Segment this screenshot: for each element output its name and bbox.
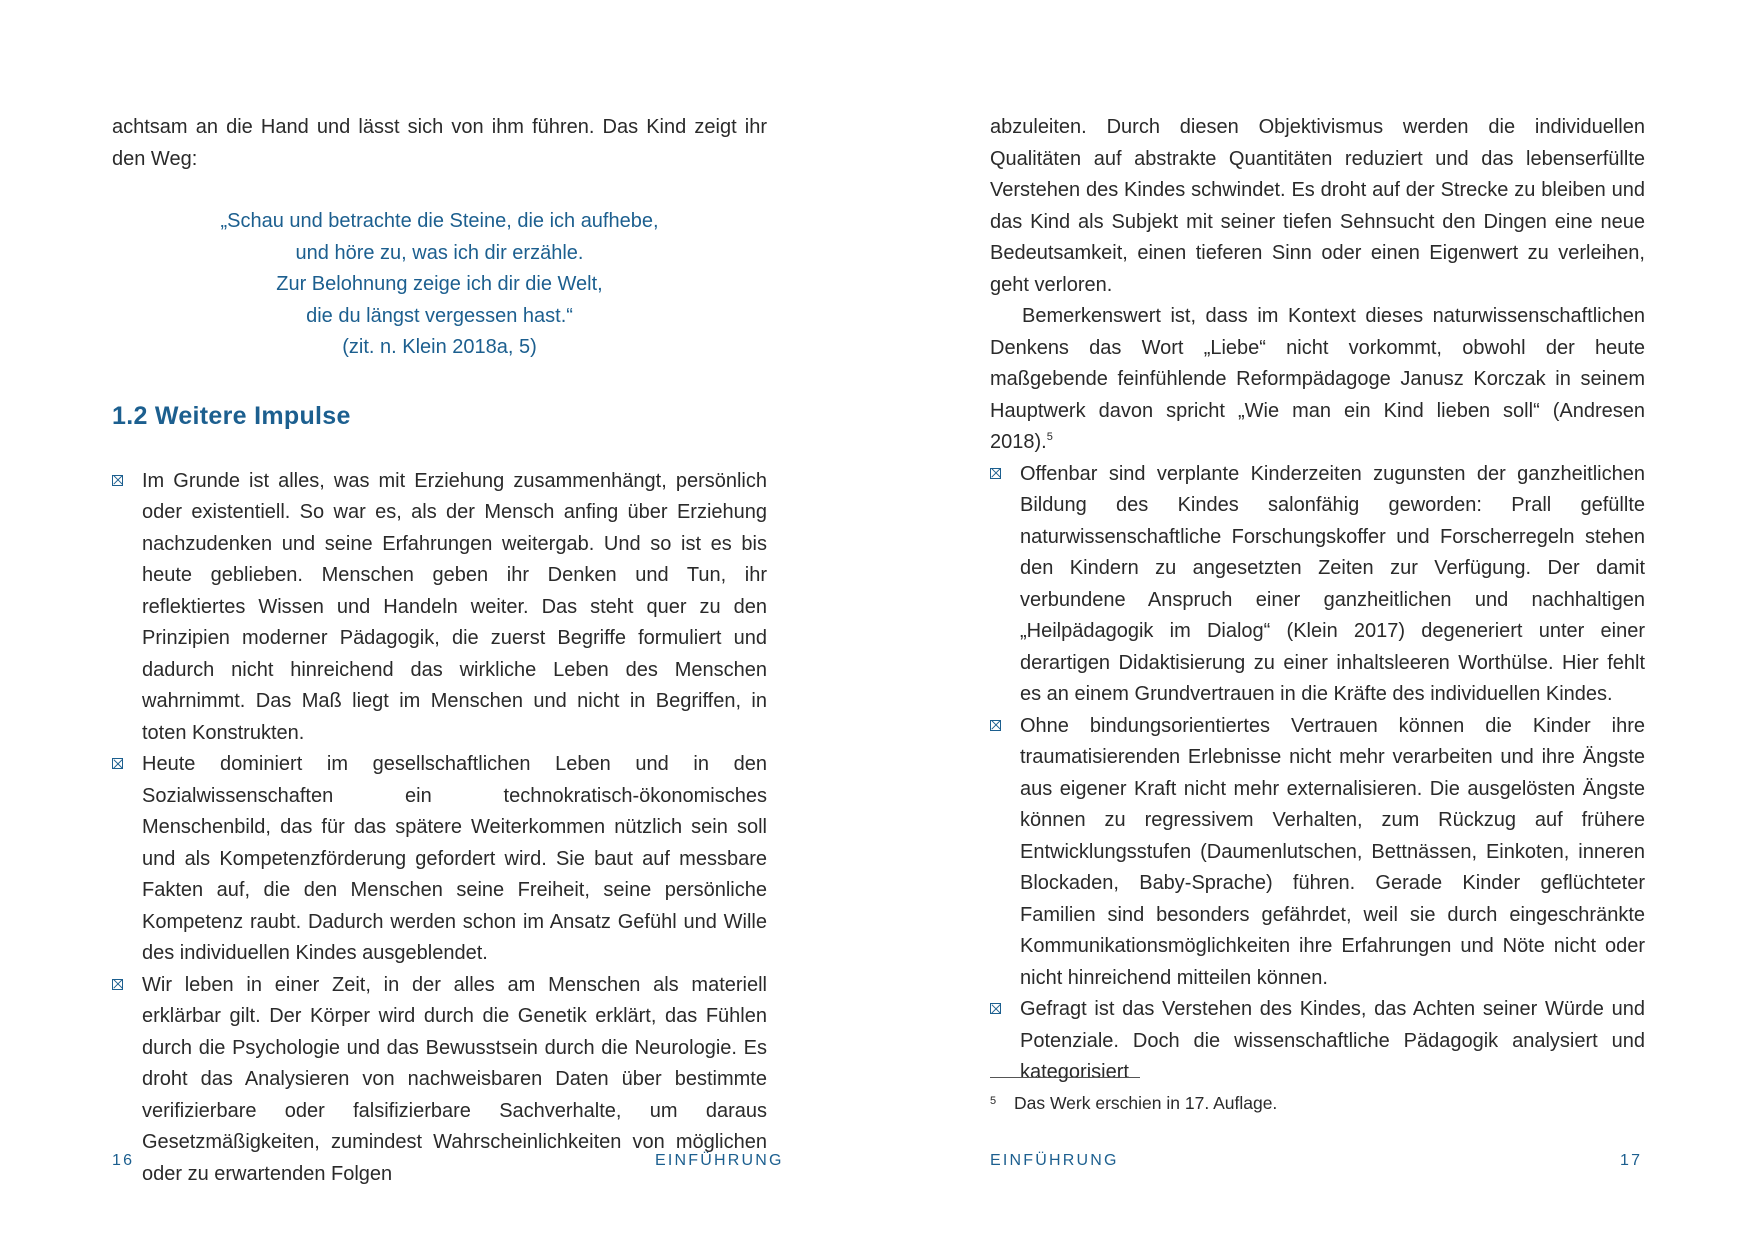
list-item [990, 459, 1645, 711]
list-item-text: Ohne bindungsorientiertes Vertrauen können die Kinder ihre traumatisierenden Erlebnisse nicht mehr verarbeiten und ihre Ängste aus eigener Kraft nicht mehr externalisieren. Die ausgelösten Ängste können zu regressivem Verhalten, zum Rückzug auf frühere Entwicklungsstufen (Daumenlutschen, Bettnässen, Einkoten, inneren Blockaden, Baby-Sprache) führen. Gerade Kinder geflüchteter Familien sind besonders gefährdet, weil sie durch eingeschränkte Kommunikationsmöglichkeiten ihre Erfahrungen und Nöte nicht oder nicht hinreichend mitteilen können. [1020, 714, 1645, 989]
intro-paragraph: achtsam an die Hand und lässt sich von ihm führen. Das Kind zeigt ihr den Weg: [112, 116, 767, 170]
footnote [990, 1089, 1645, 1115]
quote-citation: (zit. n. Klein 2018a, 5) [342, 336, 537, 358]
checkbox-cross-icon [112, 475, 123, 486]
left-text-column [112, 112, 767, 1190]
running-head: EINFÜHRUNG [990, 1152, 1119, 1169]
checkbox-cross-icon [112, 758, 123, 769]
indented-paragraph [990, 301, 1645, 459]
footnote-marker: 5 [1046, 431, 1053, 443]
list-item-text: Im Grunde ist alles, was mit Erziehung zusammenhängt, persönlich oder existentiell. So war es, als der Mensch anfing über Erziehung nachzudenken und seine Erfahrungen weitergab. Und so ist es bis heute geblieben. Menschen geben ihr Denken und Tun, ihr reflektiertes Wissen und Handeln weiter. Das steht quer zu den Prinzipien moderner Pädagogik, die zuerst Begriffe formuliert und dadurch nicht hinreichend das wirkliche Leben des Menschen wahrnimmt. Das Maß liegt im Menschen und nicht in Begriffen, in toten Konstrukten. [142, 469, 767, 744]
checkbox-cross-icon [990, 1003, 1001, 1014]
checkbox-cross-icon [990, 720, 1001, 731]
section-heading: 1.2 Weitere Impulse [112, 401, 351, 430]
right-page [875, 0, 1749, 1241]
list-item-text: Heute dominiert im gesellschaftlichen Leben und in den Sozialwissenschaften ein technokratisch-ökonomisches Menschenbild, das für das spätere Weiterkommen nützlich sein soll und als Kompetenzförderung gefordert wird. Sie baut auf messbare Fakten auf, die den Menschen seine Freiheit, seine persönliche Kompetenz raubt. Dadurch werden schon im Ansatz Gefühl und Wille des individuellen Kindes ausgeblendet. [142, 753, 767, 964]
list-item [990, 994, 1645, 1089]
page-number: 17 [1620, 1152, 1643, 1169]
footnote-rule [990, 1077, 1140, 1078]
running-head: EINFÜHRUNG [655, 1152, 784, 1169]
block-quote [112, 206, 767, 364]
left-page [0, 0, 874, 1241]
page-number: 16 [112, 1152, 135, 1169]
footnote-text: Das Werk erschien in 17. Auflage. [1014, 1093, 1278, 1113]
checkbox-cross-icon [112, 979, 123, 990]
quote-line: und höre zu, was ich dir erzähle. [295, 241, 584, 264]
list-item-text: Wir leben in einer Zeit, in der alles am Menschen als materiell erklärbar gilt. Der Körper wird durch die Genetik erklärt, das Fühlen durch die Psychologie und das Bewusstsein durch die Neurologie. Es droht das Analysieren von nachweisbaren Daten über bestimmte verifizierbare oder falsifizierbare Sachverhalte, um daraus Gesetzmäßigkeiten, zumindest Wahrscheinlichkeiten von möglichen oder zu erwartenden Folgen [142, 973, 767, 1185]
footnote-number: 5 [990, 1095, 997, 1107]
checkbox-cross-icon [990, 468, 1001, 479]
quote-line: die du längst vergessen hast.“ [306, 304, 573, 327]
list-item [112, 466, 767, 750]
indented-paragraph-text: Bemerkenswert ist, dass im Kontext dieses naturwissenschaftlichen Denkens das Wort „Liebe“ nicht vorkommt, obwohl der heute maßgebende feinfühlende Reformpädagoge Janusz Korczak in seinem Hauptwerk davon spricht „Wie man ein Kind lieben soll“ (Andresen 2018). [990, 305, 1645, 453]
quote-line: Zur Belohnung zeige ich dir die Welt, [276, 273, 603, 295]
list-item [990, 711, 1645, 995]
list-item [112, 749, 767, 970]
right-text-column [990, 112, 1645, 1089]
quote-line: „Schau und betrachte die Steine, die ich aufhebe, [220, 210, 659, 232]
list-item-text: Offenbar sind verplante Kinderzeiten zugunsten der ganzheitlichen Bildung des Kindes salonfähig geworden: Prall gefüllte naturwissenschaftliche Forschungskoffer und Forscherregeln stehen den Kindern zu angesetzten Zeiten zur Verfügung. Der damit verbundene Anspruch einer ganzheitlichen und nachhaltigen „Heilpädagogik im Dialog“ (Klein 2017) degeneriert unter einer derartigen Didaktisierung zu einer inhaltsleeren Worthülse. Hier fehlt es an einem Grundvertrauen in die Kräfte des individuellen Kindes. [1020, 462, 1645, 705]
continuation-paragraph: abzuleiten. Durch diesen Objektivismus werden die individuellen Qualitäten auf abstrakte Quantitäten reduziert und das lebenserfüllte Verstehen des Kindes schwindet. Es droht auf der Strecke zu bleiben und das Kind als Subjekt mit seiner tiefen Sehnsucht den Dingen eine neue Bedeutsamkeit, einen tieferen Sinn oder einen Eigenwert zu verleihen, geht verloren. [990, 116, 1645, 296]
list-item-text: Gefragt ist das Verstehen des Kindes, das Achten seiner Würde und Potenziale. Doch die wissenschaftliche Pädagogik analysiert und kategorisiert [1020, 998, 1645, 1083]
